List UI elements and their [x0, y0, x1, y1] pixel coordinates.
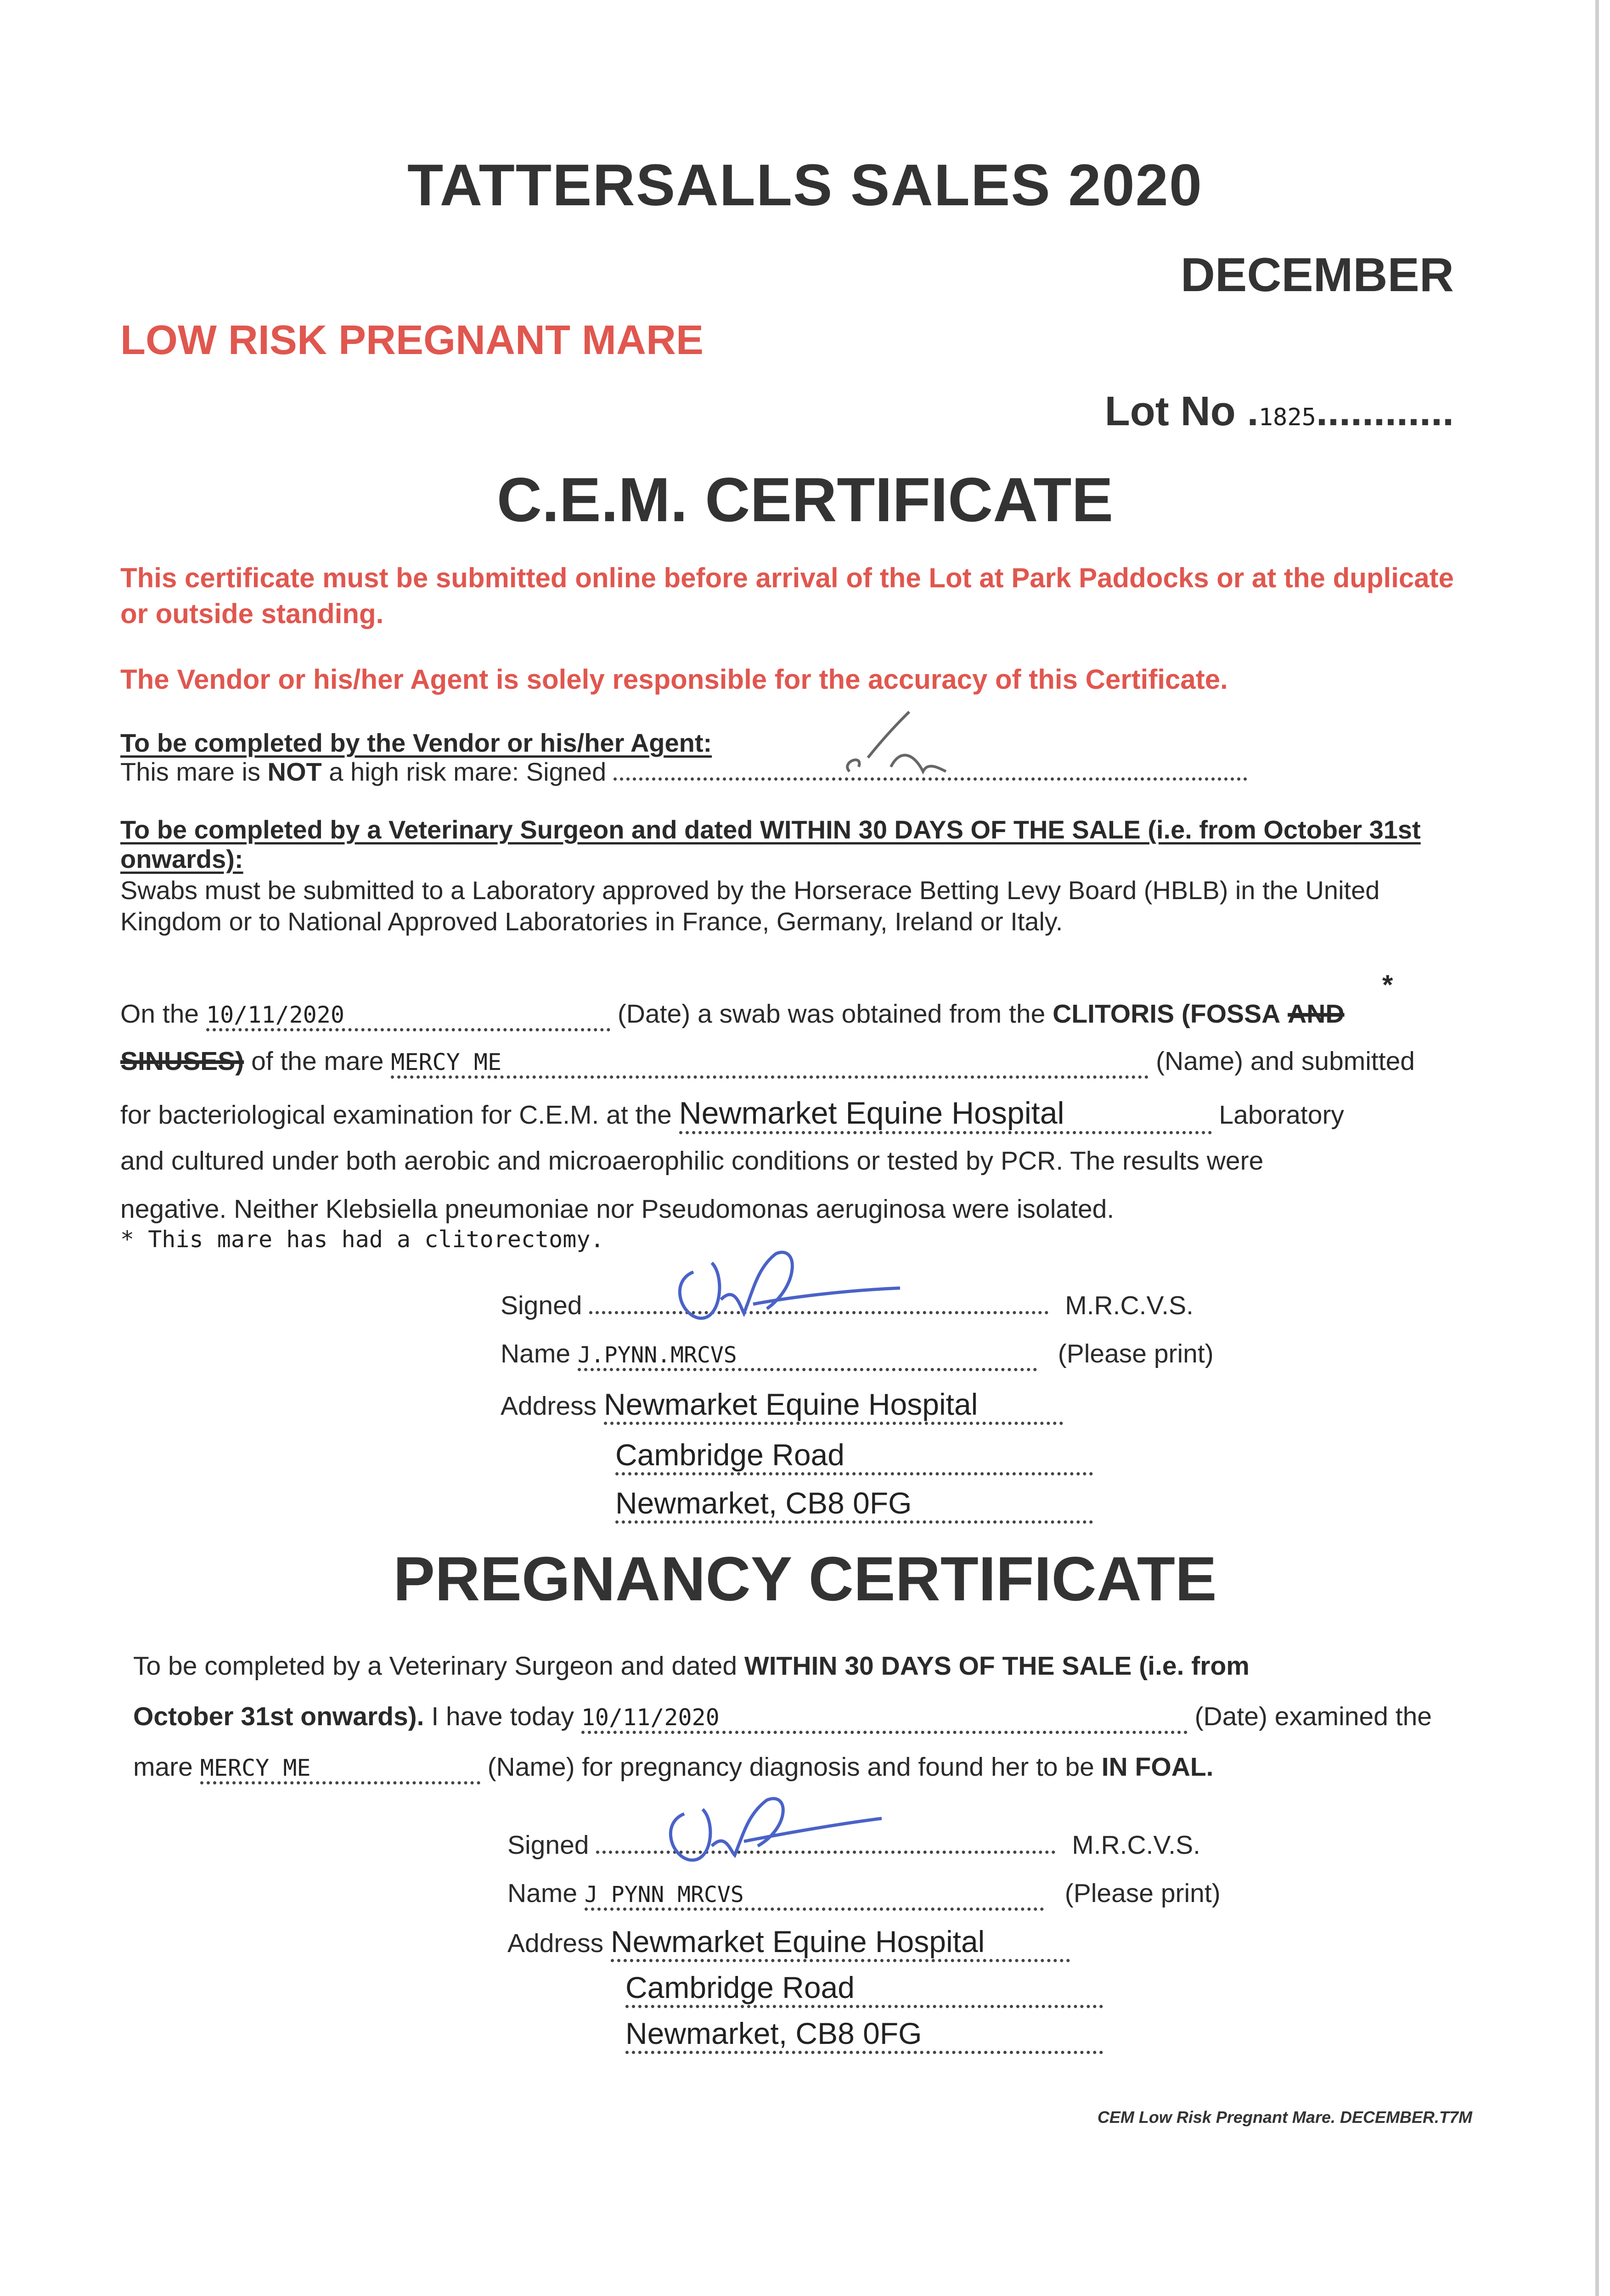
risk-label: LOW RISK PREGNANT MARE: [120, 317, 704, 363]
preg-signed-row: Signed M.R.C.V.S.: [507, 1830, 1200, 1860]
cem-vet-name-field: J.PYNN.MRCVS: [578, 1342, 1037, 1371]
preg-address-line-3-row: [625, 2016, 1103, 2054]
page-edge: [1595, 0, 1599, 2296]
struck-and: AND: [1288, 999, 1345, 1029]
lot-value: 1825: [1258, 404, 1316, 431]
lab-field: Newmarket Equine Hospital: [679, 1095, 1212, 1134]
preg-address-line-1: Newmarket Equine Hospital: [611, 1924, 1070, 1962]
preg-mare-name-field: MERCY ME: [200, 1755, 480, 1784]
document-title: TATTERSALLS SALES 2020: [407, 152, 1203, 218]
cem-address-line-2-row: [615, 1437, 1093, 1475]
cem-line-3: for bacteriological examination for C.E.M. at the Newmarket Equine Hospital Laboratory: [120, 1095, 1344, 1134]
preg-address-row: Address Newmarket Equine Hospital: [507, 1924, 1070, 1962]
preg-address-line-2: Cambridge Road: [625, 1970, 1103, 2008]
cem-line-2: SINUSES) of the mare MERCY ME (Name) and submitted: [120, 1046, 1415, 1079]
cem-address-line-3: Newmarket, CB8 0FG: [615, 1486, 1093, 1524]
cem-name-row: Name J.PYNN.MRCVS (Please print): [501, 1339, 1214, 1371]
preg-name-row: Name J PYNN MRCVS (Please print): [507, 1878, 1221, 1911]
swabs-text: Swabs must be submitted to a Laboratory approved by the Horserace Betting Levy Board (HBLB) in the United Kingdom or to National Approved Laboratories in France, Germany, Ireland or Italy.: [120, 876, 1380, 936]
lot-dots: ............: [1316, 388, 1454, 434]
preg-address-line-3: Newmarket, CB8 0FG: [625, 2016, 1103, 2054]
clitorectomy-note: * This mare has had a clitorectomy.: [120, 1226, 604, 1253]
preg-line-2: October 31st onwards). I have today 10/11/2020 (Date) examined the: [133, 1701, 1432, 1734]
cem-address-line-1: Newmarket Equine Hospital: [604, 1387, 1063, 1425]
lot-number: [1105, 388, 1454, 435]
preg-vet-name-field: J PYNN MRCVS: [585, 1882, 1044, 1911]
cem-title: C.E.M. CERTIFICATE: [496, 465, 1114, 535]
vendor-statement: This mare is NOT a high risk mare: Signed: [120, 757, 1247, 787]
cem-address-line-2: Cambridge Road: [615, 1437, 1093, 1475]
preg-address-line-2-row: [625, 1970, 1103, 2008]
pregnancy-title: PREGNANCY CERTIFICATE: [393, 1544, 1217, 1614]
cem-line-1: On the 10/11/2020 (Date) a swab was obtained from the CLITORIS (FOSSA AND: [120, 999, 1345, 1031]
cem-vet-signature: [661, 1235, 909, 1336]
cem-line-5: negative. Neither Klebsiella pneumoniae nor Pseudomonas aeruginosa were isolated.: [120, 1194, 1115, 1224]
cem-date-field: 10/11/2020: [206, 1002, 610, 1031]
vendor-signature: [831, 703, 978, 785]
cem-address-line-3-row: [615, 1486, 1093, 1524]
cem-mare-name-field: MERCY ME: [391, 1049, 1148, 1079]
cem-signed-row: Signed M.R.C.V.S.: [501, 1291, 1193, 1320]
cem-line-4: and cultured under both aerobic and microaerophilic conditions or tested by PCR. The results were: [120, 1146, 1264, 1176]
month-label: DECEMBER: [1180, 248, 1454, 302]
cem-address-row: Address Newmarket Equine Hospital: [501, 1387, 1063, 1425]
cem-notice-1: This certificate must be submitted online before arrival of the Lot at Park Paddocks or at the duplicate or outside standing.: [120, 563, 1454, 629]
preg-line-3: mare MERCY ME (Name) for pregnancy diagnosis and found her to be IN FOAL.: [133, 1752, 1214, 1784]
vendor-heading: To be completed by the Vendor or his/her Agent:: [120, 728, 712, 757]
vet-heading: To be completed by a Veterinary Surgeon and dated WITHIN 30 DAYS OF THE SALE (i.e. from October 31st onwards):: [120, 815, 1421, 873]
lot-label: Lot No .: [1104, 388, 1259, 434]
preg-line-1: To be completed by a Veterinary Surgeon and dated WITHIN 30 DAYS OF THE SALE (i.e. from: [133, 1651, 1250, 1681]
struck-sinuses: SINUSES): [120, 1047, 244, 1076]
preg-vet-signature: [652, 1786, 891, 1869]
cem-notice-2: The Vendor or his/her Agent is solely responsible for the accuracy of this Certificate.: [120, 664, 1228, 695]
asterisk-mark: *: [1382, 969, 1393, 1000]
preg-date-field: 10/11/2020: [581, 1704, 1188, 1734]
footer-reference: CEM Low Risk Pregnant Mare. DECEMBER.T7M: [1097, 2108, 1472, 2127]
